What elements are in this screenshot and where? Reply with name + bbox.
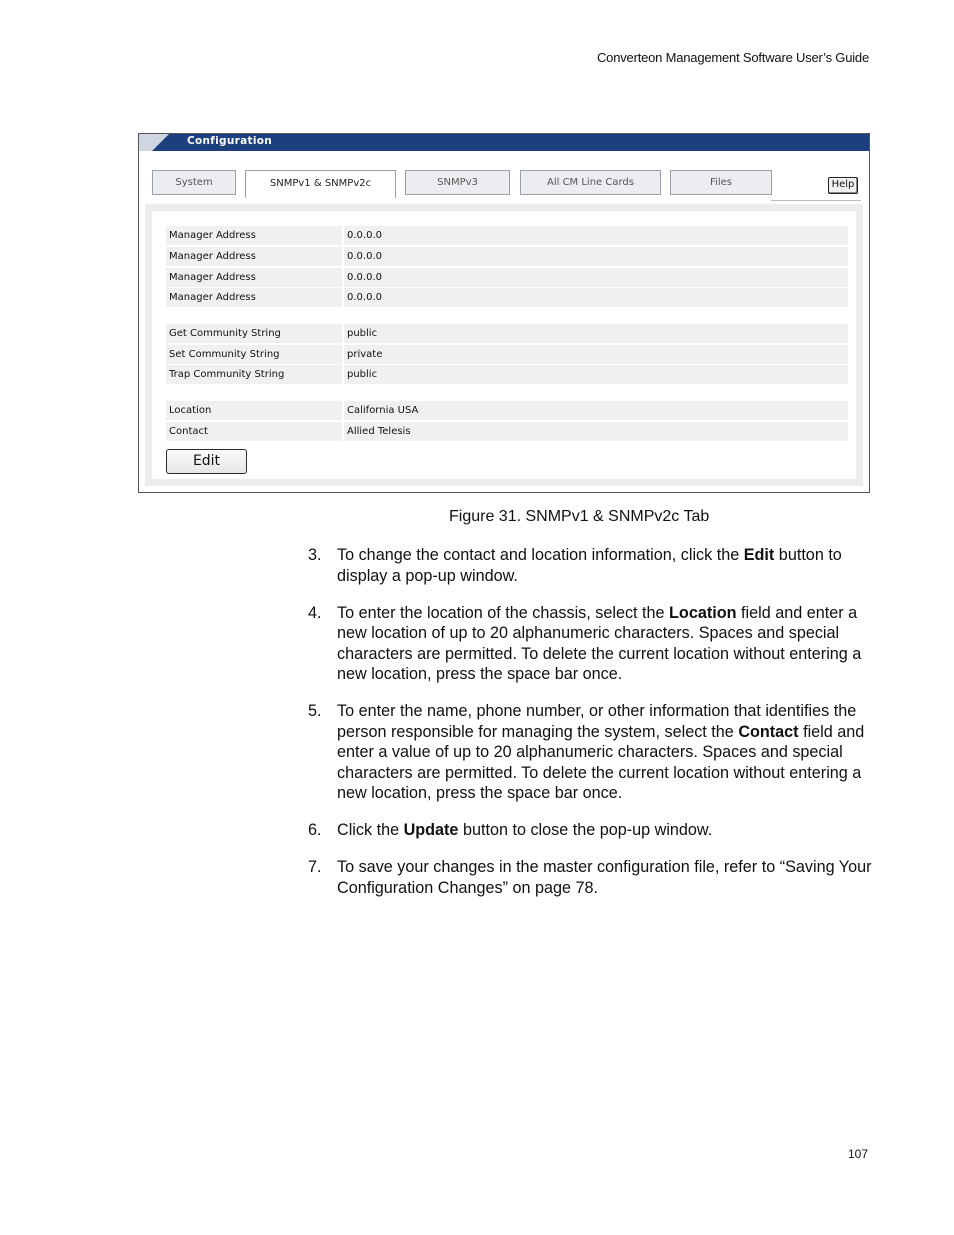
step-item: [308, 857, 873, 898]
step-number: 3.: [308, 546, 322, 564]
snmp-settings-panel: [145, 204, 863, 486]
location-row: [166, 401, 848, 420]
field-value: public: [344, 365, 848, 384]
step-text: Click the: [337, 821, 404, 839]
trap-community-row: [166, 365, 848, 384]
help-button[interactable]: Help: [828, 177, 858, 194]
step-number: 6.: [308, 821, 322, 839]
field-label: Manager Address: [166, 288, 342, 307]
field-label: Set Community String: [166, 345, 342, 364]
step-keyword: Contact: [738, 722, 799, 741]
figure-caption: Figure 31. SNMPv1 & SNMPv2c Tab: [449, 508, 710, 525]
step-item: [308, 603, 873, 685]
field-value: public: [344, 324, 848, 343]
configuration-title: Configuration: [187, 135, 273, 147]
field-label: Get Community String: [166, 324, 342, 343]
step-text: field and enter a new location of up to 20 alphanumeric characters. Spaces and special characters are permitted. To delete the current location without entering a new location, press the space bar once.: [337, 603, 862, 683]
set-community-row: [166, 345, 848, 364]
running-header: Converteon Management Software User’s Guide: [596, 50, 869, 65]
manager-address-row: [166, 268, 848, 287]
tab-snmpv1-snmpv2c[interactable]: [245, 170, 396, 198]
step-text: field and enter a value of up to 20 alphanumeric characters. Spaces and special characters are permitted. To delete the current location without entering a new location, press the space bar once.: [337, 722, 865, 802]
field-value: 0.0.0.0: [344, 247, 848, 266]
step-text: To change the contact and location information, click the: [337, 546, 744, 564]
field-label: Trap Community String: [166, 365, 342, 384]
field-label: Manager Address: [166, 226, 342, 245]
step-number: 5.: [308, 702, 322, 720]
tab-system[interactable]: [152, 170, 236, 195]
step-item: [308, 701, 873, 804]
tab-label: SNMPv1 & SNMPv2c: [269, 178, 372, 189]
snmp-settings-content: [152, 211, 856, 479]
page-number: 107: [847, 1147, 868, 1161]
step-text: To save your changes in the master configuration file, refer to “Saving Your Configuration Changes” on page 78.: [337, 858, 872, 897]
step-text: button to close the pop-up window.: [458, 821, 713, 839]
field-label: Manager Address: [166, 247, 342, 266]
field-value: California USA: [344, 401, 848, 420]
edit-button[interactable]: Edit: [166, 449, 247, 474]
step-keyword: Edit: [743, 546, 775, 564]
tab-snmpv3[interactable]: [405, 170, 510, 195]
step-text: button to display a pop-up window.: [337, 546, 842, 585]
manager-address-row: [166, 247, 848, 266]
field-label: Location: [166, 401, 342, 420]
step-keyword: Update: [403, 821, 459, 839]
step-text: To enter the location of the chassis, select the: [337, 603, 670, 622]
tab-all-cm-line-cards[interactable]: [520, 170, 661, 195]
configuration-titlebar: [139, 134, 869, 152]
step-text: To enter the name, phone number, or other information that identifies the person responsible for managing the system, select the: [337, 702, 857, 741]
field-value: Allied Telesis: [344, 422, 848, 441]
field-value: 0.0.0.0: [344, 226, 848, 245]
step-number: 4.: [308, 603, 322, 622]
snmp-configuration-screenshot: [138, 133, 870, 493]
contact-row: [166, 422, 848, 441]
step-item: [308, 545, 873, 586]
get-community-row: [166, 324, 848, 343]
field-value: 0.0.0.0: [344, 268, 848, 287]
field-value: 0.0.0.0: [344, 288, 848, 307]
manager-address-row: [166, 226, 848, 245]
field-label: Contact: [166, 422, 342, 441]
manager-address-row: [166, 288, 848, 307]
tab-label: System: [175, 177, 213, 188]
step-number: 7.: [308, 858, 322, 876]
tab-files[interactable]: [670, 170, 772, 195]
instruction-steps: [308, 545, 873, 915]
tab-divider: [771, 200, 861, 201]
step-keyword: Location: [669, 603, 737, 622]
field-label: Manager Address: [166, 268, 342, 287]
step-item: [308, 820, 873, 841]
tab-label: Files: [710, 177, 732, 188]
field-value: private: [344, 345, 848, 364]
tab-label: All CM Line Cards: [547, 177, 634, 188]
tab-label: SNMPv3: [437, 177, 478, 188]
